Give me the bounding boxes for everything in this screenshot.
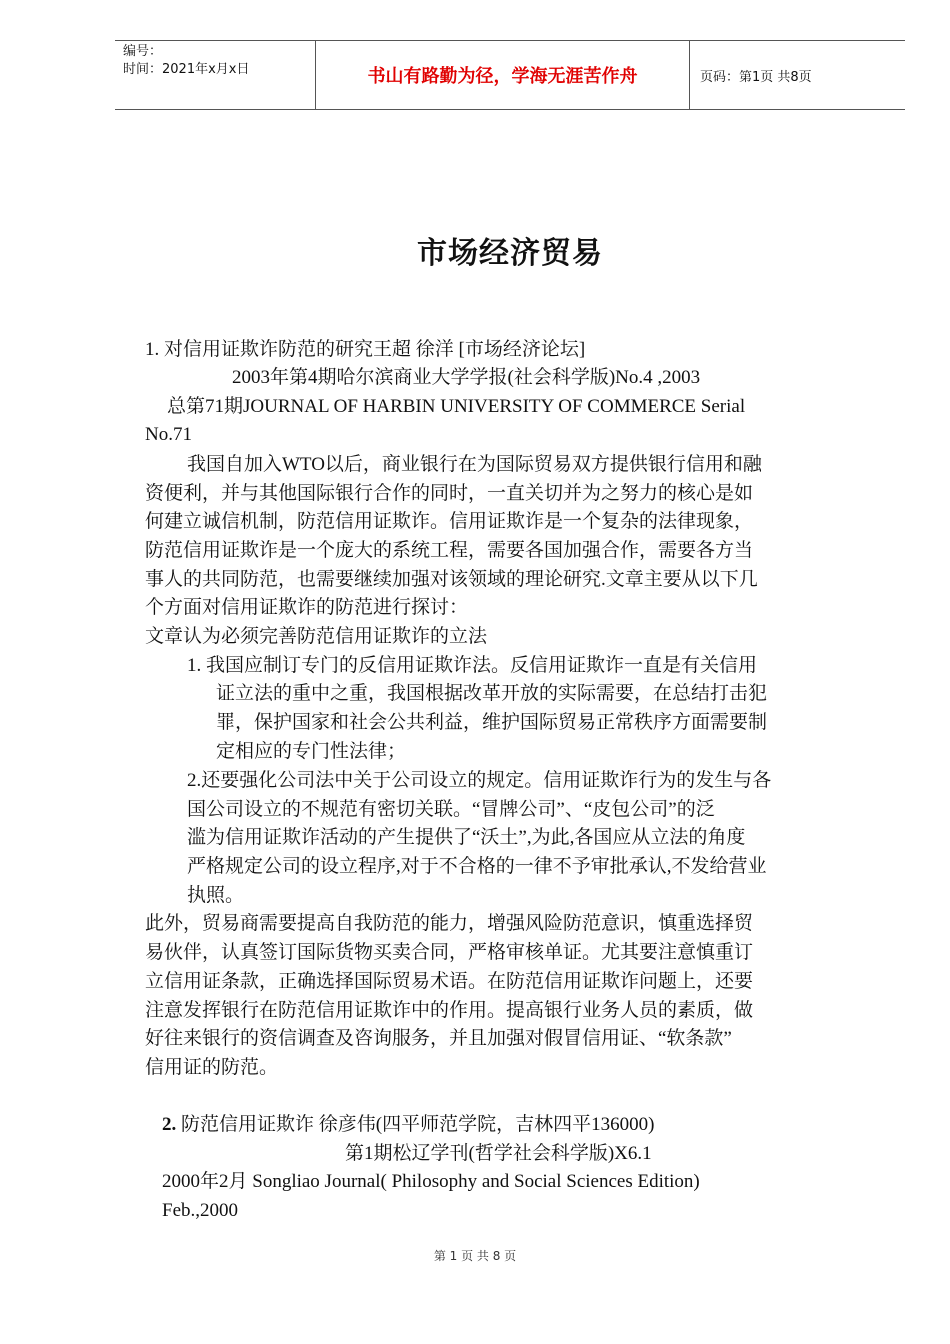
header-page-info: 页码：第1页 共8页	[700, 69, 812, 85]
list-item-2-line: 严格规定公司的设立程序,对于不合格的一律不予审批承认,不发给营业	[187, 856, 767, 877]
para3-line: 信用证的防范。	[145, 1057, 279, 1078]
article1-line2: 2003年第4期哈尔滨商业大学学报(社会科学版)No.4 ,2003	[232, 367, 701, 388]
page-header	[115, 40, 905, 110]
para1-line: 个方面对信用证欺诈的防范进行探讨：	[145, 597, 469, 618]
list-item-1-line: 定相应的专门性法律；	[216, 741, 407, 762]
list-item-2-line: 执照。	[187, 885, 245, 906]
article1-line3: 总第71期JOURNAL OF HARBIN UNIVERSITY OF COMMERCE Serial	[167, 396, 746, 417]
time-label: 时间：2021年x月x日	[123, 62, 250, 77]
para1-line: 何建立诚信机制，防范信用证欺诈。信用证欺诈是一个复杂的法律现象，	[145, 511, 754, 532]
list-item-1-line: 1. 我国应制订专门的反信用证欺诈法。反信用证欺诈一直是有关信用	[187, 655, 758, 676]
para3-line: 易伙伴，认真签订国际货物买卖合同，严格审核单证。尤其要注意慎重订	[145, 942, 754, 963]
para2: 文章认为必须完善防范信用证欺诈的立法	[145, 626, 488, 647]
para3-line: 立信用证条款，正确选择国际贸易术语。在防范信用证欺诈问题上，还要	[145, 971, 754, 992]
header-meta	[115, 41, 316, 109]
number-label: 编号：	[123, 44, 163, 59]
list-item-1-line: 证立法的重中之重，我国根据改革开放的实际需要，在总结打击犯	[216, 683, 768, 704]
para3-line: 好往来银行的资信调查及咨询服务，并且加强对假冒信用证、“软条款”	[145, 1028, 732, 1049]
para1-line: 防范信用证欺诈是一个庞大的系统工程，需要各国加强合作，需要各方当	[145, 540, 754, 561]
article1-line1: 1. 对信用证欺诈防范的研究王超 徐洋 [市场经济论坛]	[145, 339, 586, 360]
list-item-1-line: 罪，保护国家和社会公共利益，维护国际贸易正常秩序方面需要制	[216, 712, 768, 733]
article2-line3: 2000年2月 Songliao Journal( Philosophy and Social Sciences Edition)	[162, 1171, 700, 1192]
article2-line1	[162, 1111, 654, 1139]
header-motto: 书山有路勤为径，学海无涯苦作舟	[316, 41, 690, 109]
para3-line: 此外，贸易商需要提高自我防范的能力，增强风险防范意识，慎重选择贸	[145, 913, 754, 934]
article1-line4: No.71	[145, 424, 192, 445]
para1-line: 资便利，并与其他国际银行合作的同时，一直关切并为之努力的核心是如	[145, 483, 754, 504]
list-item-2-line: 国公司设立的不规范有密切关联。“冒牌公司”、“皮包公司”的泛	[187, 799, 715, 820]
para1-line: 事人的共同防范，也需要继续加强对该领域的理论研究.文章主要从以下几	[145, 569, 758, 590]
article2-line2: 第1期松辽学刊(哲学社会科学版)X6.1	[345, 1143, 652, 1164]
article2-heading: 防范信用证欺诈 徐彦伟(四平师范学院，吉林四平136000)	[176, 1114, 655, 1135]
para1-line: 我国自加入WTO以后，商业银行在为国际贸易双方提供银行信用和融	[187, 454, 762, 475]
article2-line4: Feb.,2000	[162, 1200, 238, 1221]
list-item-2-line: 滥为信用证欺诈活动的产生提供了“沃土”,为此,各国应从立法的角度	[187, 827, 746, 848]
list-item-2-line: 2.还要强化公司法中关于公司设立的规定。信用证欺诈行为的发生与各	[187, 770, 772, 791]
document-title: 市场经济贸易	[417, 236, 603, 271]
para3-line: 注意发挥银行在防范信用证欺诈中的作用。提高银行业务人员的素质，做	[145, 1000, 754, 1021]
article2-number: 2.	[162, 1114, 177, 1135]
page-footer: 第 1 页 共 8 页	[433, 1249, 517, 1263]
